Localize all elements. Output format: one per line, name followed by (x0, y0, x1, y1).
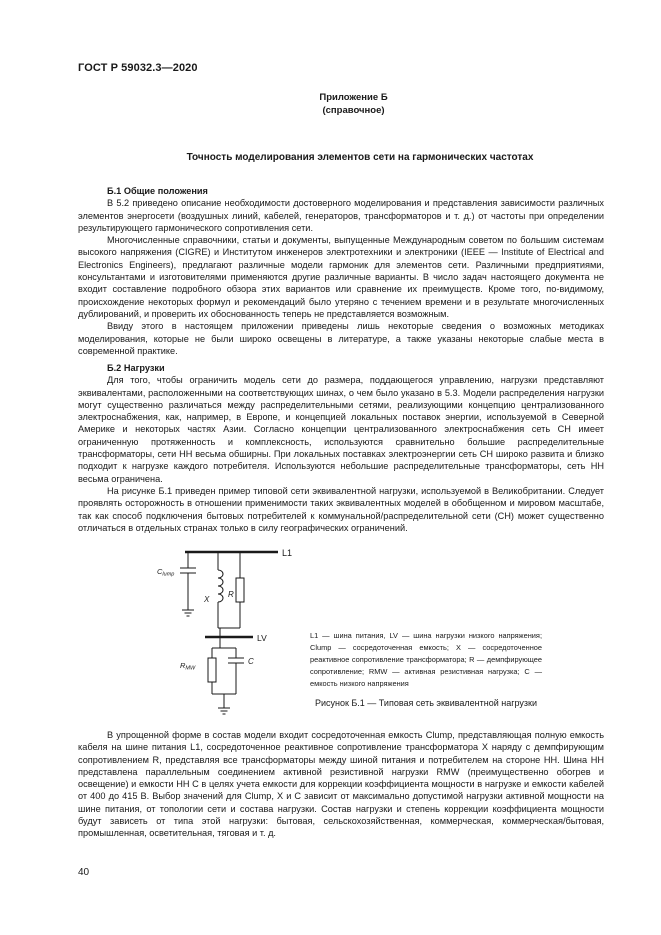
section-model-description (78, 729, 604, 840)
section-heading: Б.2 Нагрузки (107, 363, 165, 373)
appendix-title: Приложение Б (319, 92, 388, 103)
paragraph: В упрощенной форме в состав модели входит сосредоточенная емкость Clump, представляющая полную емкость кабеля на шине питания L1, сосредоточенное реактивное сопротивление трансформатора X наряду с демпфирующим сопротивлением R, представляя все трансформаторы между шиной питания и потребителем на стороне НН. Шина НН представлена параллельным соединением активной резистивной нагрузки RMW (преимущественно обогрев и освещение) и емкости НН С в целях учета емкости для коррекции коэффициента мощности в нагрузке и емкости кабелей от 400 до 415 В. Выбор значений для Clump, X и С зависит от максимально допустимой нагрузки активной мощности на шине питания, от топологии сети и состава нагрузки. Состав нагрузки и степень коррекции коэффициента мощности будут зависеть от типа этой нагрузки: бытовая, сельскохозяйственная, коммерческая, коммерческая/бытовая, промышленная, осветительная, тяговая и т. д. (78, 730, 604, 839)
label-lv: LV (257, 633, 267, 643)
figure-caption: Рисунок Б.1 — Типовая сеть эквивалентной нагрузки (314, 698, 538, 708)
figure-legend: L1 — шина питания, LV — шина нагрузки низкого напряжения; Clump — сосредоточенная емкость; X — сосредоточенное реактивное сопротивление трансформатора; R — демпфирующее сопротивление; RMW — активная резистивная нагрузка; C — емкость низкого напряжения (310, 631, 542, 688)
paragraph: Ввиду этого в настоящем приложении приведены лишь некоторые сведения о возможных методиках моделирования, которые не были широко освещены в литературе, а также указаны некоторые слабые места в современной практике. (78, 321, 604, 356)
inductor-coil (218, 570, 223, 602)
paragraph: На рисунке Б.1 приведен пример типовой сети эквивалентной нагрузки, используемой в Великобритании. Следует проявлять осторожность в отношении применимости таких эквивалентных моделей в обобщенном и мировом масштабе, так как способ подключения бытовых потребителей к коммунальной/распределительной сети (СН) может существенно отличаться в отдельных странах только в силу географических ограничений. (78, 485, 604, 533)
page-number: 40 (78, 867, 90, 878)
document-title: Точность моделирования элементов сети на гармонических частотах (186, 152, 534, 163)
label-r: R (228, 590, 234, 599)
label-c-lump: $C_{lump}$ (157, 567, 175, 578)
paragraph: Для того, чтобы ограничить модель сети до размера, поддающегося управлению, нагрузки представляют эквивалентами, расположенными на соответствующих шинах, о чем было указано в 5.3. Модели распределения нагрузки могут существенно различаться между распределительными сетями, реализующими концепцию централизованного электроснабжения, как, например, в Европе, и концепцией локальных поставок энергии, используемой в Северной Америке и некоторых частях Азии. Согласно концепции централизованного электроснабжения сеть СН имеет ограниченную протяженность и комплексность, используются сравнительно большие распределительные трансформаторы, сети НН весьма обширны. При локальных поставках электроэнергии сеть СН широко развита и близко подходит к нагрузке каждого потребителя. Используются небольшие распределительные трансформаторы, сеть НН весьма ограничена. (78, 375, 604, 484)
section-heading: Б.1 Общие положения (107, 186, 208, 196)
resistor-body (236, 578, 244, 602)
label-x: X (204, 595, 210, 604)
label-r-mw: $R_{MW}$ (180, 661, 196, 672)
paragraph: В 5.2 приведено описание необходимости достоверного моделирования и представления зависимости различных элементов энергосети (воздушных линий, кабелей, генераторов, трансформаторов и т. д.) от частоты при определении результирующего гармонического сопротивления сети. (78, 198, 604, 233)
resistor-body (208, 658, 216, 682)
label-c: C (248, 657, 254, 666)
section-general (78, 185, 604, 357)
appendix-subtitle: (справочное) (322, 105, 385, 116)
section-loads (78, 362, 604, 534)
load-equivalent-circuit-diagram (150, 540, 310, 720)
label-l1: L1 (282, 548, 293, 558)
standard-header: ГОСТ Р 59032.3—2020 (78, 62, 198, 74)
paragraph: Многочисленные справочники, статьи и документы, выпущенные Международным советом по большим системам высокого напряжения (CIGRE) и Институтом инженеров электротехники и электроники (IEEE — Institute of Electrical and Electronics Engineers), предлагают различные модели гармоник для элементов сети. Различными предприятиями, консультантами и изготовителями применяются другие различные варианты. В число задач настоящего документа не входит составление подробного обзора этих вариантов или сравнение их преимуществ. Кроме того, по-видимому, происхождение некоторых формул и рекомендаций было утеряно с течением времени и в результате многочисленных дублирований, и проверить их обоснованность теперь не представляется возможным. (78, 235, 604, 319)
appendix-heading (0, 91, 661, 117)
